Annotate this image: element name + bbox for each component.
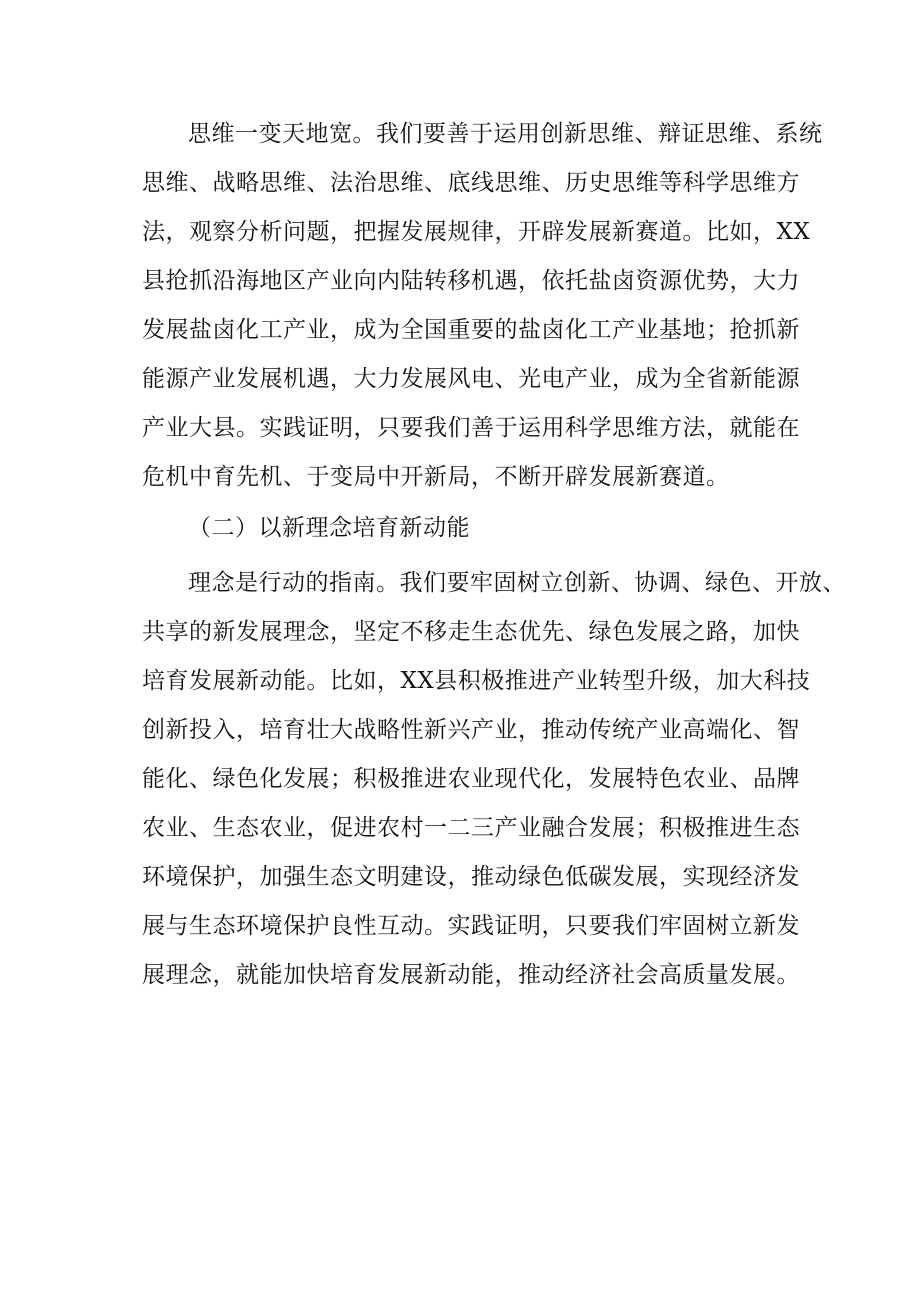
paragraph-line: 创新投入，培育壮大战略性新兴产业，推动传统产业高端化、智: [142, 717, 800, 743]
document-body: [142, 110, 846, 1000]
paragraph-line: 法，观察分析问题，把握发展规律，开辟发展新赛道。比如，XX: [142, 219, 811, 245]
paragraph-line: 产业大县。实践证明，只要我们善于运用科学思维方法，就能在: [142, 415, 800, 441]
paragraph-line: 能化、绿色化发展；积极推进农业现代化，发展特色农业、品牌: [142, 766, 800, 792]
paragraph-line: 环境保护，加强生态文明建设，推动绿色低碳发展，实现经济发: [142, 864, 800, 890]
section-heading: （二）以新理念培育新动能: [188, 515, 470, 541]
paragraph-line: 展理念，就能加快培育发展新动能，推动经济社会高质量发展。: [142, 962, 800, 988]
paragraph-line: 思维、战略思维、法治思维、底线思维、历史思维等科学思维方: [142, 170, 800, 196]
paragraph-line: 危机中育先机、于变局中开新局，不断开辟发展新赛道。: [142, 464, 730, 490]
paragraph-line: 县抢抓沿海地区产业向内陆转移机遇，依托盐卤资源优势，大力: [142, 268, 800, 294]
paragraph-line: 展与生态环境保护良性互动。实践证明，只要我们牢固树立新发: [142, 913, 800, 939]
paragraph-new-concepts: [142, 559, 846, 1000]
paragraph-line: 思维一变天地宽。我们要善于运用创新思维、辩证思维、系统: [188, 121, 823, 147]
paragraph-line: 培育发展新动能。比如，XX县积极推进产业转型升级，加大科技: [142, 668, 811, 694]
paragraph-line: 能源产业发展机遇，大力发展风电、光电产业，成为全省新能源: [142, 366, 800, 392]
paragraph-line: 共享的新发展理念，坚定不移走生态优先、绿色发展之路，加快: [142, 619, 800, 645]
paragraph-thinking-methods: [142, 110, 823, 502]
paragraph-line: 发展盐卤化工产业，成为全国重要的盐卤化工产业基地；抢抓新: [142, 317, 800, 343]
paragraph-line: 农业、生态农业，促进农村一二三产业融合发展；积极推进生态: [142, 815, 800, 841]
paragraph-line: 理念是行动的指南。我们要牢固树立创新、协调、绿色、开放、: [188, 570, 846, 596]
